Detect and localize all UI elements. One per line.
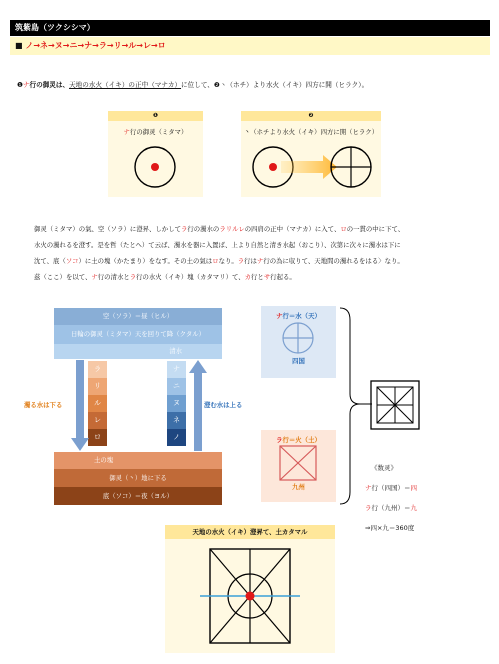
kazudama-block <box>365 458 417 538</box>
panel-1-caption-red: ナ <box>123 128 130 136</box>
paragraph-line <box>34 221 474 237</box>
paragraph-segment: ）に土の塊（かたまり）をなす。その土の氣は <box>78 257 213 265</box>
sky-band: 空（ソラ）＝昼（ヒル） <box>54 308 222 325</box>
intro-text-4: 丶（ホチ）より水火（イキ）四方に開（ヒラク）。 <box>219 81 369 89</box>
paragraph-segment: 行起る。 <box>270 273 296 281</box>
panel-1-number: ❶ <box>108 111 203 121</box>
paragraph-segment: 行の為に収りて、天地間の濁れるをはる〉なり。 <box>263 257 404 265</box>
paragraph-segment: 御灵（ミタマ）の氣、空（ソラ）に澄昇、しかして <box>34 225 181 233</box>
ra-column <box>88 361 107 446</box>
fire-caption: 九州 <box>292 483 305 491</box>
right-label: 澄む水は上る <box>204 401 243 409</box>
k1-text: 行（四国）＝ <box>371 484 411 492</box>
crystallize-symbol-icon <box>165 539 335 653</box>
k2-red: ラ <box>365 504 372 512</box>
explanation-paragraph <box>34 221 474 285</box>
subtitle-sequence: ノ→ネ→ヌ→ニ→ナ→ラ→リ→ル→レ→ロ <box>25 41 166 50</box>
marker-2: ❷ <box>213 81 220 89</box>
combined-symbol-icon <box>369 379 421 431</box>
paragraph-segment: ロ <box>340 225 347 233</box>
paragraph-segment: なり。 <box>218 257 238 265</box>
panel-1-caption <box>108 127 203 136</box>
panel-hochi-open <box>241 111 381 197</box>
left-label: 濁る水は下る <box>24 401 63 409</box>
circle-to-cross-icon <box>241 137 381 197</box>
water-title-red: ナ <box>276 312 283 320</box>
paragraph-line <box>34 253 474 269</box>
kazudama-title: 《数灵》 <box>371 464 397 472</box>
paragraph-line <box>34 269 474 285</box>
kazudama-line-1 <box>365 478 417 498</box>
intro-text-3: に位して、 <box>181 81 214 89</box>
kana-cell: ヌ <box>167 395 186 412</box>
section-subtitle <box>10 37 490 55</box>
panel-2-number: ❷ <box>241 111 381 121</box>
paragraph-segment: の一貫の中に下て、 <box>346 225 405 233</box>
water-cross-icon <box>261 320 336 356</box>
descend-band: 御灵（丶）地に下る <box>54 469 222 487</box>
intro-text-2: 天地の水火（イキ）の正中（マナカ） <box>69 81 182 89</box>
panel-1-caption-text: 行の御灵（ミタマ） <box>129 128 188 136</box>
fire-box <box>261 430 336 502</box>
kana-cell: ル <box>88 395 107 412</box>
marker-1: ❶ <box>17 81 23 89</box>
water-box <box>261 306 336 378</box>
kana-cell: ネ <box>167 412 186 429</box>
kana-cell: ノ <box>167 429 186 446</box>
water-title <box>261 311 336 320</box>
paragraph-segment: ナ <box>256 257 264 265</box>
paragraph-segment: サ <box>263 273 271 281</box>
paragraph-segment: 行の濁水の <box>187 225 220 233</box>
bottom-panel-title: 天地の水火（イキ）澄昇て、土カタマル <box>165 525 335 539</box>
fire-title <box>261 435 336 444</box>
k1-val: 四 <box>410 484 417 492</box>
paragraph-segment: 行の清水と <box>97 273 130 281</box>
k2-text: 行（九州）＝ <box>371 504 411 512</box>
kana-cell: レ <box>88 412 107 429</box>
earth-block-band: 土の塊 <box>54 452 222 469</box>
bottom-panel <box>165 525 335 653</box>
kazudama-line-3: ⇒四×九＝360度 <box>365 524 415 532</box>
subtitle-bullet: ■ <box>15 41 23 50</box>
water-caption: 四国 <box>292 357 305 365</box>
sun-band: 日輪の御灵（ミタマ）天を回りて降（クタル） <box>54 325 222 344</box>
intro-text-1: 行の御灵は、 <box>29 81 70 89</box>
paragraph-segment: ラ <box>237 257 245 265</box>
paragraph-segment: ラリルレ <box>219 225 245 233</box>
kana-cell: ロ <box>88 429 107 446</box>
paragraph-segment: ソコ <box>65 257 79 265</box>
panel-na-mitama <box>108 111 203 197</box>
paragraph-segment: 行の水火（イキ）塊（カタマリ）て、 <box>136 273 245 281</box>
fire-title-red: ラ <box>276 436 283 444</box>
clear-water-band: 清水 <box>54 344 222 359</box>
paragraph-segment: の四肩の正中（マナカ）に入て、 <box>244 225 341 233</box>
kana-cell: ナ <box>167 361 186 378</box>
down-arrow-icon <box>70 360 90 452</box>
k1-red: ナ <box>365 484 372 492</box>
page-title: 筑紫島（ツクシシマ） <box>10 20 490 36</box>
circle-dot-icon <box>108 137 203 197</box>
paragraph-segment: 茲（ここ）を以て、 <box>34 273 92 281</box>
paragraph-line <box>34 237 474 253</box>
water-title-text: 行＝水（天） <box>282 312 321 320</box>
intro-line <box>17 80 487 90</box>
fire-square-x-icon <box>261 444 336 482</box>
paragraph-segment: ラ <box>180 225 188 233</box>
paragraph-segment: 沈て、底（ <box>34 257 66 265</box>
kana-cell: ラ <box>88 361 107 378</box>
na-column <box>167 361 186 446</box>
paragraph-segment: ロ <box>212 257 219 265</box>
paragraph-segment: ラ <box>129 273 137 281</box>
bottom-band: 底（ソコ）＝夜（ヨル） <box>54 487 222 505</box>
panel-2-caption: 丶（ホチより水火（イキ）四方に開（ヒラク） <box>243 128 379 136</box>
paragraph-segment: 行と <box>251 273 264 281</box>
kana-cell: リ <box>88 378 107 395</box>
intro-na: ナ <box>22 81 30 89</box>
paragraph-segment: 水火の濁れるを澄す。是を哲（たとへ）て云ば、濁水を器に入置ば、上より自然と清き水起（おこり）、次第に次々に濁水は下に <box>34 241 401 249</box>
k2-val: 九 <box>410 504 417 512</box>
paragraph-segment: カ <box>244 273 252 281</box>
paragraph-segment: ナ <box>91 273 98 281</box>
fire-title-text: 行＝火（土） <box>282 436 321 444</box>
kana-cell: ニ <box>167 378 186 395</box>
paragraph-segment: 行は <box>244 257 257 265</box>
kazudama-line-2 <box>365 498 417 518</box>
